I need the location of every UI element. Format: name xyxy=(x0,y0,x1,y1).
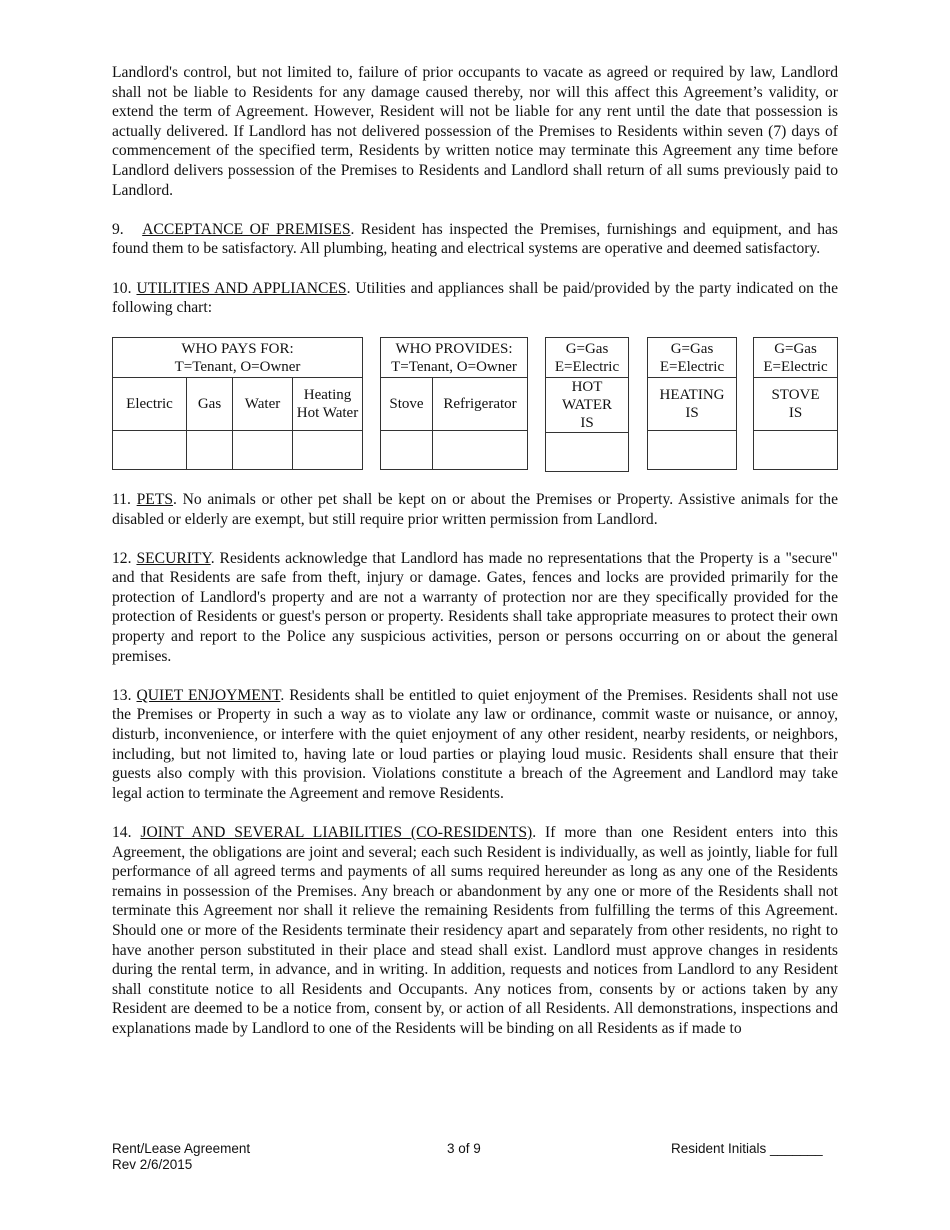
page-number: 3 of 9 xyxy=(447,1141,481,1156)
legend-header xyxy=(754,338,838,378)
section-number: 14. xyxy=(112,824,132,841)
section-text: . Residents shall be entitled to quiet enjoyment of the Premises. Residents shall not use the Premises or Property in such a way as to violate any law or ordinance, commit waste or nuisance, or annoy, disturb, inconvenience, or interfere with the quiet enjoyment of any other resident, nearby residents, or neighbors, including, but not limited to, having late or loud parties or playing loud music. Residents shall ensure that their guests also comply with this provision. Violations constitute a breach of the Agreement and Landlord may take legal action to terminate the Agreement and remove Residents. xyxy=(112,686,839,802)
section-heading: JOINT AND SEVERAL LIABILITIES (CO-RESIDENTS) xyxy=(140,824,533,841)
who-pays-header xyxy=(113,338,363,378)
legend-header xyxy=(648,338,737,378)
who-provides-table xyxy=(380,337,528,470)
continued-paragraph: Landlord's control, but not limited to, failure of prior occupants to vacate as agreed or required by law, Landlord shall not be liable to Residents for any damage caused thereby, nor will this affect this Agreement’s validity, or extend the term of Agreement. However, Resident will not be liable for any rent until the date that possession is actually delivered. If Landlord has not delivered possession of the Premises to Residents within seven (7) days of commencement of the specified term, Residents by written notice may terminate this Agreement any time before Landlord delivers possession of the Premises to Residents and Landlord shall return of all sums previously paid to Landlord. xyxy=(112,64,838,199)
header-line: T=Tenant, O=Owner xyxy=(174,358,301,375)
section-text: . Utilities and appliances shall be paid/provided by the party indicated on the following chart: xyxy=(112,279,838,317)
column-label: HOT WATER IS xyxy=(546,378,629,433)
heating-entry-cell[interactable] xyxy=(648,431,737,470)
column-label: Heating Hot Water xyxy=(293,378,363,431)
section-14 xyxy=(112,823,838,1039)
section-9 xyxy=(112,220,838,259)
section-text: . Residents acknowledge that Landlord has made no representations that the Property is a "secure" and that Residents are safe from theft, injury or damage. Gates, fences and locks are provided primarily for the protection of Landlord's property and are not a warranty of protection nor are they specifically provided for the protection of Residents or guest's person or property. Residents shall take appropriate measures to protect their own property and report to the Police any suspicious activities, person or persons occurring on or about the general premises. xyxy=(112,549,838,665)
stove-table xyxy=(753,337,838,470)
legend-line: G=Gas xyxy=(670,340,714,357)
hot-water-entry-cell[interactable] xyxy=(546,433,629,472)
heating-table xyxy=(647,337,737,470)
who-provides-header xyxy=(381,338,528,378)
column-label: Stove xyxy=(381,378,433,431)
stove-entry-cell[interactable] xyxy=(381,431,433,470)
resident-initials-field[interactable]: Resident Initials _______ xyxy=(671,1141,823,1156)
section-number: 13. xyxy=(112,686,132,704)
column-label: Water xyxy=(233,378,293,431)
electric-entry-cell[interactable] xyxy=(113,431,187,470)
section-number: 9. xyxy=(112,220,124,238)
who-pays-table xyxy=(112,337,363,470)
legend-header xyxy=(546,338,629,378)
legend-line: G=Gas xyxy=(565,340,609,357)
header-line: WHO PROVIDES: xyxy=(395,340,513,357)
section-number: 10. xyxy=(112,279,132,297)
section-heading: QUIET ENJOYMENT xyxy=(136,686,281,704)
section-text: . No animals or other pet shall be kept on or about the Premises or Property. Assistive animals for the disabled or elderly are exempt, but still require prior written permission from Landlord. xyxy=(112,490,838,528)
revision-date: Rev 2/6/2015 xyxy=(112,1157,193,1172)
section-number: 11. xyxy=(112,490,131,508)
section-number: 12. xyxy=(112,549,132,567)
section-10 xyxy=(112,279,838,318)
section-13 xyxy=(112,686,838,804)
header-line: WHO PAYS FOR: xyxy=(181,340,294,357)
stove-type-entry-cell[interactable] xyxy=(754,431,838,470)
column-label: Gas xyxy=(187,378,233,431)
footer-left xyxy=(112,1141,250,1173)
water-entry-cell[interactable] xyxy=(233,431,293,470)
column-label: HEATING IS xyxy=(648,378,737,431)
legend-line: G=Gas xyxy=(774,340,817,357)
refrigerator-entry-cell[interactable] xyxy=(433,431,528,470)
section-heading: ACCEPTANCE OF PREMISES xyxy=(142,220,351,238)
gas-entry-cell[interactable] xyxy=(187,431,233,470)
document-title: Rent/Lease Agreement xyxy=(112,1141,251,1156)
column-label: Electric xyxy=(113,378,187,431)
legend-line: E=Electric xyxy=(554,358,620,375)
section-heading: UTILITIES AND APPLIANCES xyxy=(136,279,347,297)
document-page xyxy=(112,63,838,1058)
section-11 xyxy=(112,490,838,529)
column-label: Refrigerator xyxy=(433,378,528,431)
utility-chart xyxy=(112,337,838,470)
page-footer xyxy=(112,1141,838,1181)
section-heading: SECURITY xyxy=(136,549,211,567)
hot-water-table xyxy=(545,337,629,472)
legend-line: E=Electric xyxy=(659,358,725,375)
header-line: T=Tenant, O=Owner xyxy=(391,358,517,375)
column-label: STOVE IS xyxy=(754,378,838,431)
section-12 xyxy=(112,549,838,667)
section-text: . If more than one Resident enters into this Agreement, the obligations are joint and several; each such Resident is individually, as well as jointly, liable for full performance of all agreed terms and payments of all sums required hereunder as long as any one of the Residents remains in possession of the Premises. Any breach or abandonment by any one or more of the Residents shall not terminate this Agreement nor shall it relieve the remaining Residents from fulfilling the terms of this Agreement. Should one or more of the Residents terminate their residency apart and separately from other residents, no right to have another person substituted in their place and stead shall exist. Landlord must approve changes in residents during the rental term, in advance, and in writing. In addition, requests and notices from Landlord to any Resident shall constitute notice to all Residents and Occupants. Any notices from, consents by or actions taken by any Resident are deemed to be a notice from, consent by, or action of all Residents. All demonstrations, inspections and explanations made by Landlord to one of the Residents will be binding on all Residents as if made to xyxy=(112,824,838,1037)
legend-line: E=Electric xyxy=(763,358,828,375)
section-text: . Resident has inspected the Premises, furnishings and equipment, and has found them to be satisfactory. All plumbing, heating and electrical systems are operative and deemed satisfactory. xyxy=(112,220,838,258)
heating-hot-water-entry-cell[interactable] xyxy=(293,431,363,470)
section-heading: PETS xyxy=(136,490,174,508)
